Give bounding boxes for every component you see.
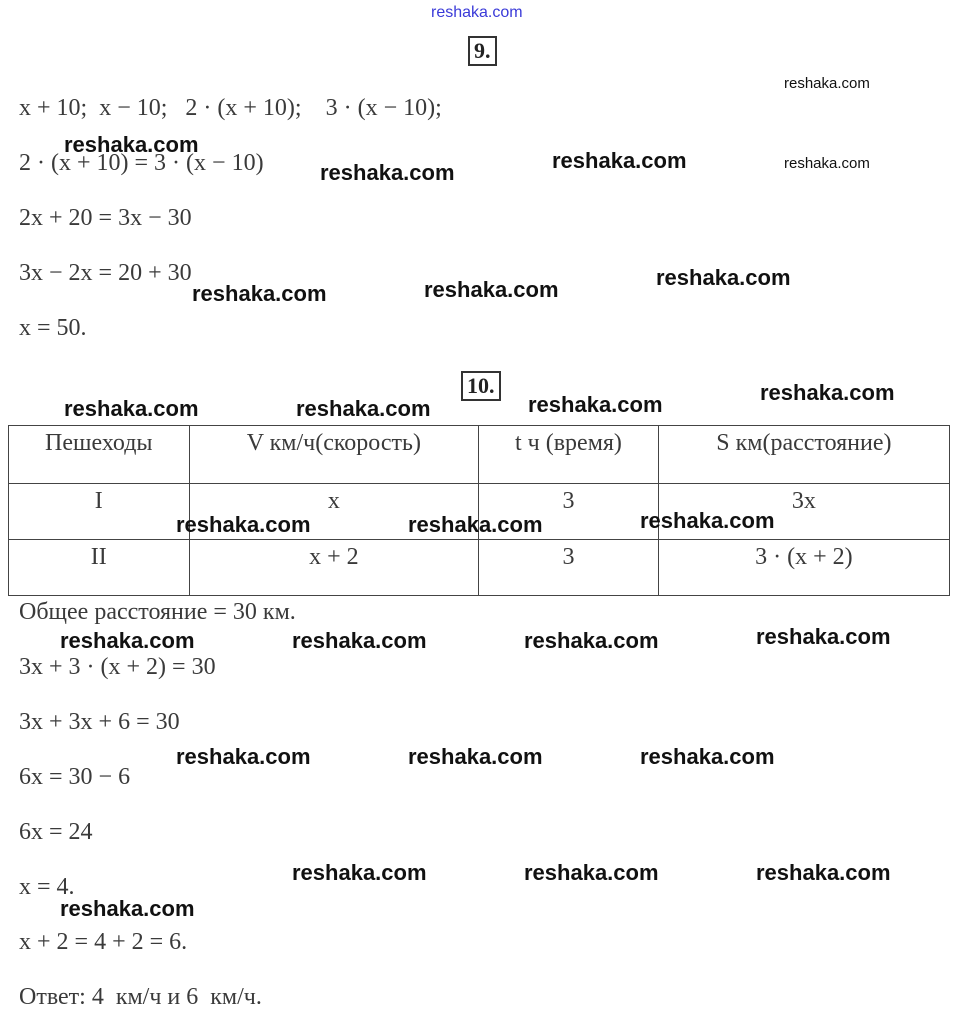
watermark: reshaka.com	[408, 512, 543, 537]
pedestrians-table	[8, 425, 950, 596]
p9-line: 3x − 2x = 20 + 30	[19, 260, 192, 286]
watermark: reshaka.com	[424, 277, 559, 302]
p10-line: 3x + 3x + 6 = 30	[19, 709, 180, 735]
watermark: reshaka.com	[292, 628, 427, 653]
p10-answer: Ответ: 4 км/ч и 6 км/ч.	[19, 984, 262, 1010]
p10-line: Общее расстояние = 30 км.	[19, 599, 296, 625]
table-row	[9, 540, 950, 596]
watermark: reshaka.com	[524, 860, 659, 885]
watermark: reshaka.com	[756, 624, 891, 649]
watermark: reshaka.com	[760, 380, 895, 405]
watermark: reshaka.com	[784, 155, 870, 172]
watermark: reshaka.com	[64, 132, 199, 157]
table-header-row	[9, 426, 950, 484]
problem-9-number: 9.	[468, 36, 497, 66]
header-watermark: reshaka.com	[431, 4, 523, 21]
watermark: reshaka.com	[784, 75, 870, 92]
header-cell: S км(расстояние)	[658, 426, 949, 484]
p10-line: x = 4.	[19, 874, 75, 900]
watermark: reshaka.com	[192, 281, 327, 306]
watermark: reshaka.com	[408, 744, 543, 769]
p9-line: 2x + 20 = 3x − 30	[19, 205, 192, 231]
watermark: reshaka.com	[656, 265, 791, 290]
p10-line: 6x = 30 − 6	[19, 764, 131, 790]
watermark: reshaka.com	[292, 860, 427, 885]
p10-line: 3x + 3 · (x + 2) = 30	[19, 654, 216, 680]
table-cell: 3x	[658, 484, 949, 540]
watermark: reshaka.com	[552, 148, 687, 173]
watermark: reshaka.com	[640, 508, 775, 533]
table-cell: x	[189, 484, 479, 540]
table-cell: 3	[479, 484, 659, 540]
header-cell: t ч (время)	[479, 426, 659, 484]
watermark: reshaka.com	[176, 744, 311, 769]
header-cell: Пешеходы	[9, 426, 190, 484]
header-cell: V км/ч(скорость)	[189, 426, 479, 484]
p9-line: x = 50.	[19, 315, 87, 341]
watermark: reshaka.com	[320, 160, 455, 185]
table-cell: I	[9, 484, 190, 540]
problem-10-number: 10.	[461, 371, 501, 401]
p9-line: x + 10; x − 10; 2 · (x + 10); 3 · (x − 10);	[19, 95, 442, 121]
p10-line: 6x = 24	[19, 819, 93, 845]
watermark: reshaka.com	[528, 392, 663, 417]
watermark: reshaka.com	[176, 512, 311, 537]
watermark: reshaka.com	[524, 628, 659, 653]
table-cell: II	[9, 540, 190, 596]
watermark: reshaka.com	[296, 396, 431, 421]
table-cell: x + 2	[189, 540, 479, 596]
p9-line: 2 · (x + 10) = 3 · (x − 10)	[19, 150, 264, 176]
watermark: reshaka.com	[756, 860, 891, 885]
p10-line: x + 2 = 4 + 2 = 6.	[19, 929, 188, 955]
watermark: reshaka.com	[640, 744, 775, 769]
table-cell: 3 · (x + 2)	[658, 540, 949, 596]
watermark: reshaka.com	[60, 628, 195, 653]
table-cell: 3	[479, 540, 659, 596]
watermark: reshaka.com	[60, 896, 195, 921]
watermark: reshaka.com	[64, 396, 199, 421]
